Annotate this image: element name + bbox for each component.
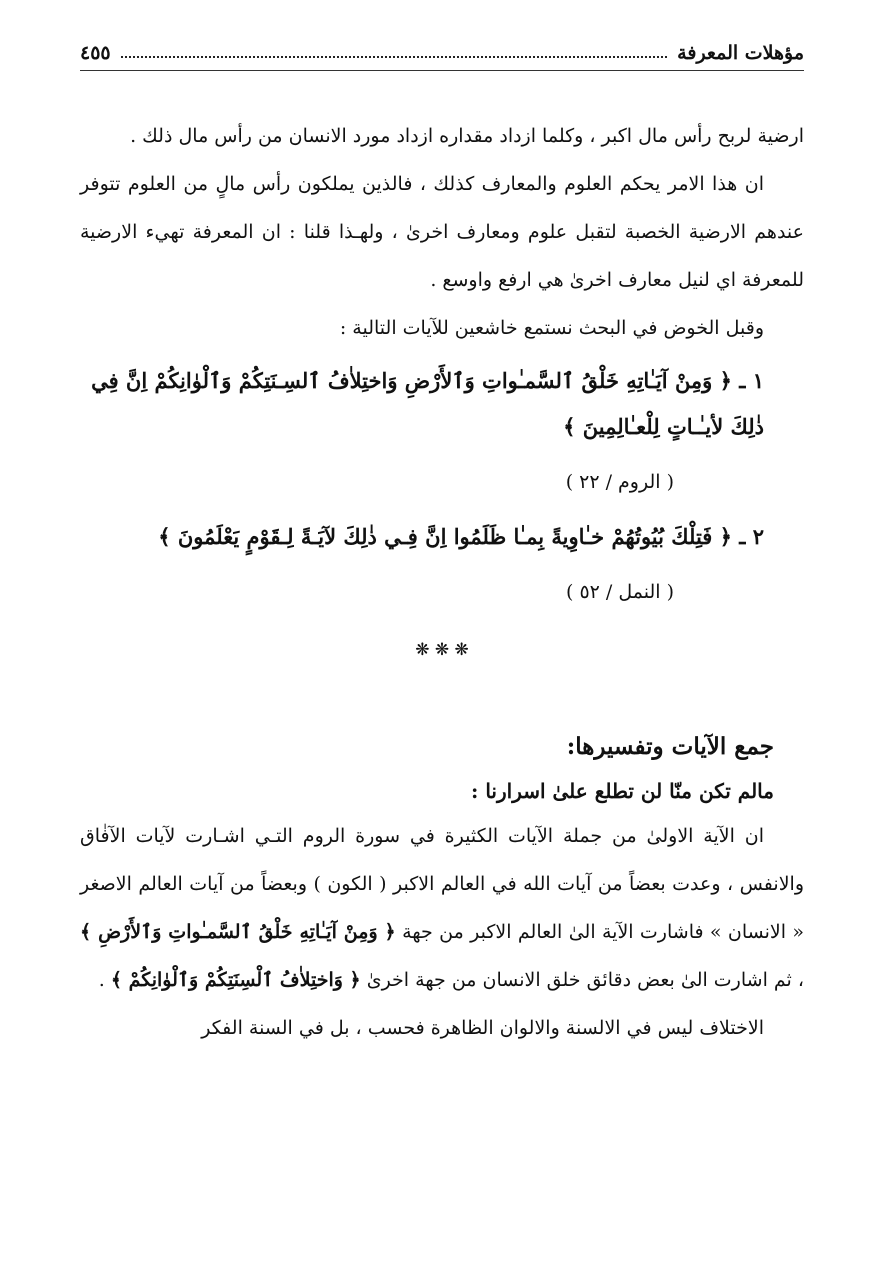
quoted-verse-heavens: ﴿ وَمِنْ آيَـٰاتِهِ خَلْقُ ٱلسَّمـٰواتِ وَٱلأَرْضِ ﴾ [80,921,396,943]
page-header [80,30,804,64]
paragraph-knowledge: ان هذا الامر يحكم العلوم والمعارف كذلك ، فالذين يملكون رأس مالٍ من العلوم تتوفر عندهم الارضية الخصبة لتقبل علوم ومعارف اخرىٰ ، ولهـذا قلنا : ان المعرفة تهيء الارضية للمعرفة اي لنيل معارف اخرىٰ هي ارفع واوسع . [80,173,804,291]
explanation-end: . [98,969,111,991]
explanation-mid: ، ثم اشارت الىٰ بعض دقائق خلق الانسان من جهة اخرىٰ [360,969,804,991]
paragraph-intro-verses: وقبل الخوض في البحث نستمع خاشعين للآيات التالية : [339,317,764,339]
explanation-text: ان الآية الاولىٰ من جملة الآيات الكثيرة في سورة الروم التـي اشـارت لآيات الآفٰاق والانفس ، وعدت بعضاً من آيات الله في العالم الاكبر ( الكون ) وبعضاً من آيات العالم الاصغر « الانسان » فاشارت الآية الىٰ العالم الاكبر من جهة [80,825,805,943]
header-dot-leader [121,42,668,58]
section-title: جمع الآيات وتفسيرها: [566,733,774,760]
page-body [80,112,804,1052]
paragraph-continuation: ارضية لربح رأس مال اكبر ، وكلما ازداد مقداره ازداد مورد الانسان من رأس مال ذلك . [130,125,804,147]
header-rule [80,70,804,71]
verse-1: ١ ـ ﴿ وَمِنْ آيَـٰاتِهِ خَلْقُ ٱلسَّمـٰواتِ وَٱلأَرْضِ وَاختِلاٰفُ ٱلسِـنَتِكُمْ وَٱلْوٰانِكُمْ اِنَّ فِي ذٰلِكَ لأيـٰـاتٍ لِلْعـٰالِمِينَ ﴾ [91,368,764,439]
section-separator: ❋ ❋ ❋ [415,640,469,660]
verse-1-citation: ( الروم / ٢٢ ) [565,471,674,493]
paragraph-difference: الاختلاف ليس في الالسنة والالوان الظاهرة فحسب ، بل في السنة الفكر [201,1017,764,1039]
section-subtitle: مالم تكن منّا لن تطلع علىٰ اسرارنا : [470,779,774,803]
running-title: مؤهلات المعرفة [677,42,804,64]
verse-2: ٢ ـ ﴿ فَتِلْكَ بُيُوتُهُمْ خـٰاوِيةً بِمـٰا ظَلَمُوا اِنَّ فِـي ذٰلِكَ لآيَـةً لِـقَوْمٍ يَعْلَمُونَ ﴾ [158,524,764,549]
page-number: ٤٥٥ [80,42,111,64]
verse-2-citation: ( النمل / ٥٢ ) [566,581,674,603]
paragraph-explanation [80,812,804,1004]
quoted-verse-tongues: ﴿ وَاختِلاٰفُ ٱلْسِنَتِكُمْ وَٱلْوٰانِكُمْ ﴾ [110,969,361,991]
